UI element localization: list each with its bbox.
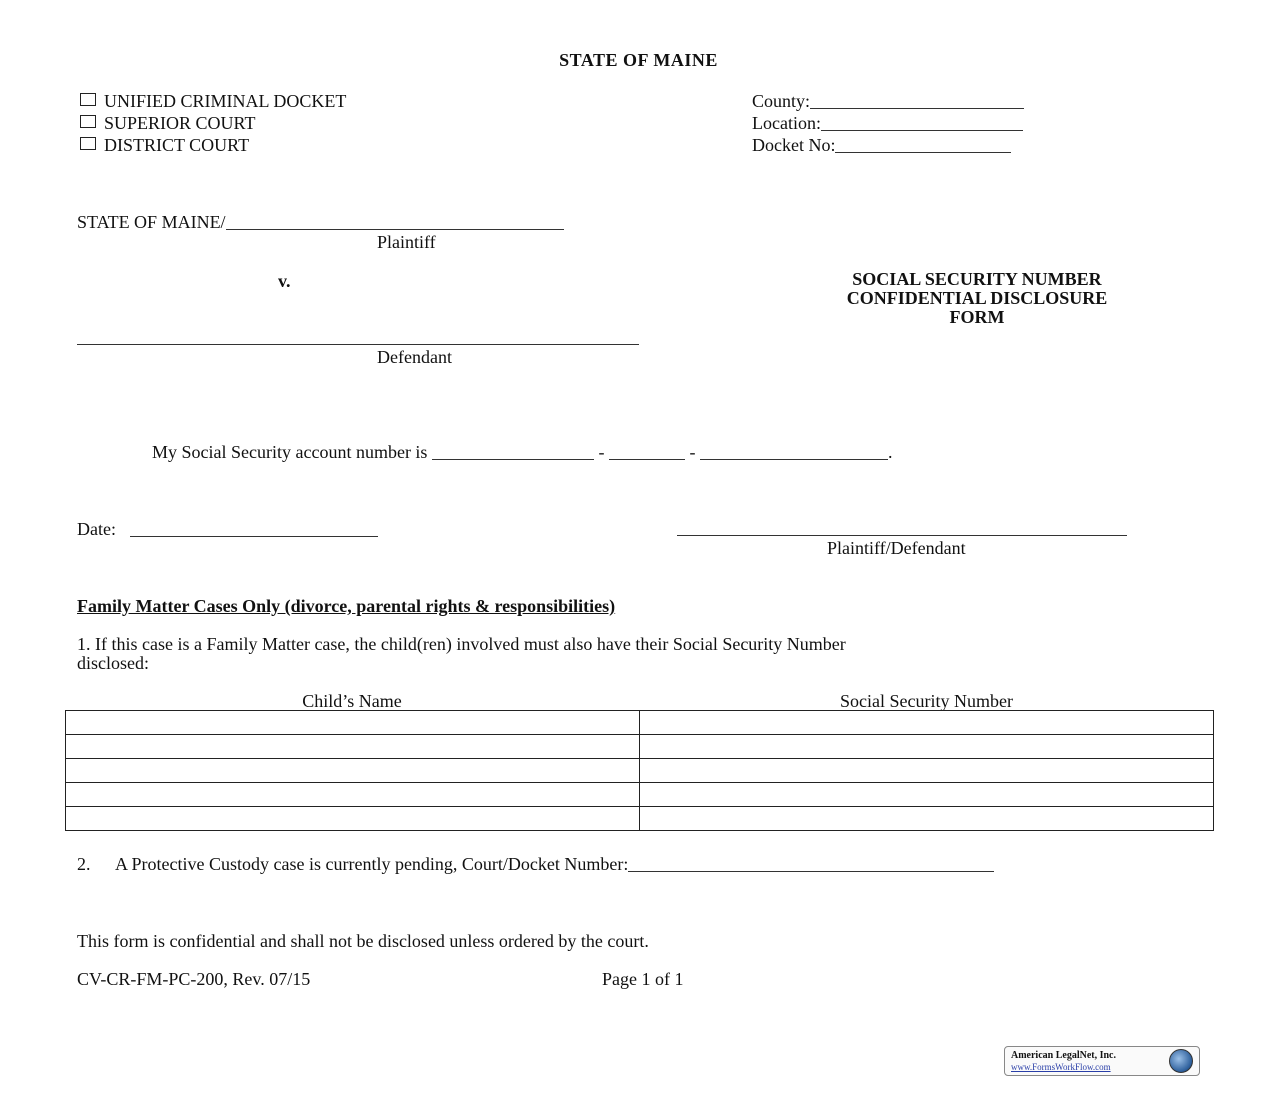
logo-name: American LegalNet, Inc. xyxy=(1011,1050,1116,1061)
page-title: STATE OF MAINE xyxy=(559,50,718,70)
plaintiff-input[interactable] xyxy=(226,215,564,230)
ssn-statement xyxy=(152,442,892,462)
location-field xyxy=(752,113,1023,133)
table-row xyxy=(66,711,1214,735)
form-title-line: CONFIDENTIAL DISCLOSURE xyxy=(846,288,1108,308)
family-item1-line1: 1. If this case is a Family Matter case, the child(ren) involved must also have their Social Security Number xyxy=(77,634,846,654)
family-heading: Family Matter Cases Only (divorce, parental rights & responsibilities) xyxy=(77,596,616,616)
child-ssn-cell[interactable] xyxy=(640,759,1214,783)
ssn-end: . xyxy=(887,442,893,462)
county-label: County: xyxy=(752,91,811,111)
page-number: Page 1 of 1 xyxy=(602,969,684,989)
court-option-label: DISTRICT COURT xyxy=(104,135,250,155)
signature-caption: Plaintiff/Defendant xyxy=(827,538,966,558)
family-item1-line2: disclosed: xyxy=(77,653,149,673)
ssn-label: My Social Security account number is xyxy=(152,442,428,462)
ssn-separator: - xyxy=(689,442,696,462)
form-id: CV-CR-FM-PC-200, Rev. 07/15 xyxy=(77,969,311,989)
child-ssn-cell[interactable] xyxy=(640,783,1214,807)
child-name-cell[interactable] xyxy=(66,807,640,831)
family-item2 xyxy=(77,854,994,874)
signature-input[interactable] xyxy=(677,535,1127,536)
court-option-label: SUPERIOR COURT xyxy=(104,113,256,133)
table-row xyxy=(66,783,1214,807)
court-docket-number-input[interactable] xyxy=(628,857,994,872)
county-input[interactable] xyxy=(810,94,1024,109)
child-ssn-cell[interactable] xyxy=(640,735,1214,759)
docket-input[interactable] xyxy=(835,138,1011,153)
children-table xyxy=(65,710,1214,831)
plaintiff-prefix: STATE OF MAINE/ xyxy=(77,212,226,232)
logo-url[interactable]: www.FormsWorkFlow.com xyxy=(1011,1062,1111,1072)
table-row xyxy=(66,735,1214,759)
table-row xyxy=(66,759,1214,783)
child-name-cell[interactable] xyxy=(66,711,640,735)
legalnet-logo[interactable] xyxy=(1004,1046,1200,1076)
defendant-input[interactable] xyxy=(77,344,639,345)
location-input[interactable] xyxy=(821,116,1023,131)
ssn-separator: - xyxy=(598,442,605,462)
docket-label: Docket No: xyxy=(752,135,836,155)
child-ssn-cell[interactable] xyxy=(640,711,1214,735)
col-header-ssn: Social Security Number xyxy=(840,691,1013,711)
confidential-notice: This form is confidential and shall not be disclosed unless ordered by the court. xyxy=(77,931,649,951)
versus: v. xyxy=(278,271,291,291)
checkbox-icon[interactable] xyxy=(80,137,96,150)
child-ssn-cell[interactable] xyxy=(640,807,1214,831)
date-field xyxy=(77,519,378,539)
location-label: Location: xyxy=(752,113,821,133)
court-option-unified[interactable] xyxy=(80,91,346,111)
checkbox-icon[interactable] xyxy=(80,115,96,128)
court-option-superior[interactable] xyxy=(80,113,255,133)
plaintiff-caption: Plaintiff xyxy=(377,232,436,252)
date-label: Date: xyxy=(77,519,116,539)
col-header-child-name: Child’s Name xyxy=(302,691,402,711)
court-option-label: UNIFIED CRIMINAL DOCKET xyxy=(104,91,347,111)
child-name-cell[interactable] xyxy=(66,759,640,783)
form-title-line: SOCIAL SECURITY NUMBER xyxy=(852,269,1102,289)
docket-field xyxy=(752,135,1011,155)
plaintiff-line xyxy=(77,212,564,232)
item2-text: A Protective Custody case is currently pending, Court/Docket Number: xyxy=(115,854,629,874)
county-field xyxy=(752,91,1024,111)
child-name-cell[interactable] xyxy=(66,783,640,807)
ssn-part1-input[interactable] xyxy=(432,445,594,460)
date-input[interactable] xyxy=(130,522,378,537)
form-title xyxy=(777,270,1177,327)
form-title-line: FORM xyxy=(949,307,1005,327)
ssn-part2-input[interactable] xyxy=(609,445,685,460)
item2-number: 2. xyxy=(77,854,91,874)
checkbox-icon[interactable] xyxy=(80,93,96,106)
child-name-cell[interactable] xyxy=(66,735,640,759)
ssn-part3-input[interactable] xyxy=(700,445,888,460)
table-row xyxy=(66,807,1214,831)
globe-icon xyxy=(1169,1049,1193,1073)
court-option-district[interactable] xyxy=(80,135,249,155)
defendant-caption: Defendant xyxy=(377,347,452,367)
